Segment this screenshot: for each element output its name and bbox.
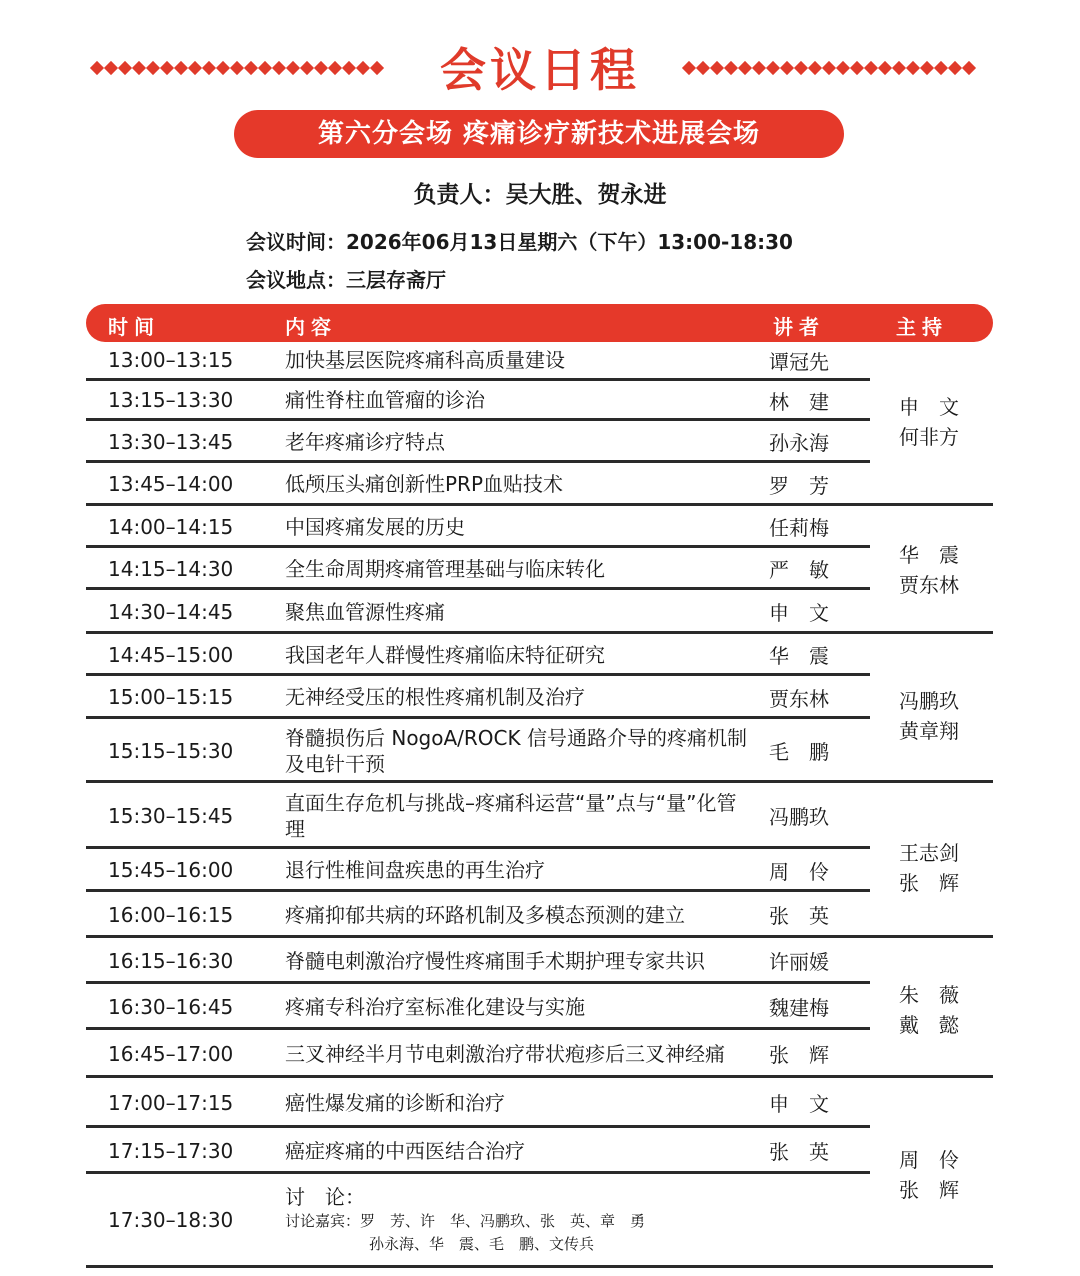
- session-banner: 第六分会场 疼痛诊疗新技术进展会场: [234, 110, 844, 158]
- row-time: 16:45–17:00: [108, 1041, 234, 1066]
- host-name: 王志剑: [899, 841, 959, 865]
- row-time: 17:00–17:15: [108, 1090, 234, 1115]
- row-time: 13:45–14:00: [108, 472, 234, 496]
- table-row: [86, 550, 870, 590]
- row-time: 13:00–13:15: [108, 348, 234, 372]
- host-name: 张 辉: [899, 1178, 959, 1202]
- row-topic: 痛性脊柱血管瘤的诊治: [285, 388, 485, 412]
- row-topic: 三叉神经半月节电刺激治疗带状疱疹后三叉神经痛: [285, 1041, 725, 1066]
- host-name: 张 辉: [899, 871, 959, 895]
- table-row: [86, 894, 870, 938]
- row-topic: 退行性椎间盘疾患的再生治疗: [285, 858, 545, 882]
- row-time: 14:30–14:45: [108, 599, 234, 624]
- table-row: [86, 1032, 870, 1078]
- row-speaker: 许丽媛: [769, 950, 829, 974]
- group-divider: [86, 631, 993, 634]
- row-topic: 低颅压头痛创新性PRP血贴技术: [285, 472, 564, 496]
- row-divider: [86, 846, 870, 849]
- row-topic: 加快基层医院疼痛科高质量建设: [285, 348, 565, 372]
- host-name: 朱 薇: [899, 983, 959, 1007]
- discussion-guests-line1: 讨论嘉宾：罗 芳、许 华、冯鹏玖、张 英、章 勇: [285, 1212, 646, 1230]
- header-speaker: 讲者: [773, 315, 825, 339]
- row-topic: 中国疼痛发展的历史: [285, 514, 465, 539]
- row-speaker: 华 震: [769, 644, 829, 668]
- table-row: [86, 678, 870, 719]
- table-row: [86, 636, 870, 676]
- host-names: [899, 980, 959, 1040]
- host-name: 戴 懿: [899, 1013, 959, 1037]
- row-speaker: 罗 芳: [769, 473, 829, 498]
- row-topic: 聚焦血管源性疼痛: [285, 599, 445, 624]
- row-divider: [86, 460, 870, 463]
- row-topic: 全生命周期疼痛管理基础与临床转化: [285, 556, 605, 581]
- row-time: 14:45–15:00: [108, 642, 234, 667]
- group-divider: [86, 935, 993, 938]
- table-row: [86, 851, 870, 892]
- row-time: 16:30–16:45: [108, 994, 234, 1019]
- host-name: 黄章翔: [899, 719, 959, 743]
- discussion-title: 讨 论：: [285, 1185, 365, 1209]
- host-names: [899, 540, 959, 600]
- row-time: 15:30–15:45: [108, 803, 234, 828]
- table-row: [86, 423, 870, 463]
- row-divider: [86, 981, 870, 984]
- host-names: [899, 838, 959, 898]
- row-topic: 疼痛抑郁共病的环路机制及多模态预测的建立: [285, 902, 685, 927]
- row-time: 17:15–17:30: [108, 1138, 234, 1163]
- row-speaker: 张 辉: [769, 1043, 829, 1067]
- table-row: [86, 940, 870, 984]
- table-row: [86, 508, 870, 548]
- row-divider: [86, 418, 870, 421]
- group-divider: [86, 1075, 993, 1078]
- discussion-guests-line2: 孙永海、华 震、毛 鹏、文传兵: [369, 1235, 595, 1253]
- table-row: [86, 1130, 870, 1174]
- row-divider: [86, 1027, 870, 1030]
- meeting-location: 会议地点：三层存斋厅: [246, 268, 446, 292]
- host-name: 申 文: [899, 395, 959, 419]
- row-speaker: 周 伶: [769, 859, 829, 884]
- table-row: [86, 592, 870, 634]
- row-divider: [86, 673, 870, 676]
- table-row: [86, 785, 870, 849]
- row-speaker: 严 敏: [769, 558, 829, 582]
- row-time: 14:15–14:30: [108, 556, 234, 581]
- row-topic: 癌性爆发痛的诊断和治疗: [285, 1090, 505, 1115]
- table-row: [86, 465, 870, 506]
- row-speaker: 谭冠先: [769, 349, 829, 374]
- host-names: [899, 686, 959, 746]
- row-divider: [86, 378, 870, 381]
- group-divider: [86, 780, 993, 783]
- discussion-row: [86, 1174, 870, 1268]
- row-speaker: 冯鹏玖: [769, 805, 829, 829]
- table-row: [86, 986, 870, 1030]
- row-topic: 脊髓电刺激治疗慢性疼痛围手术期护理专家共识: [285, 948, 705, 973]
- group-divider: [86, 503, 993, 506]
- host-name: 冯鹏玖: [899, 689, 959, 713]
- table-row: [86, 721, 870, 783]
- discussion-content: [285, 1184, 755, 1264]
- row-speaker: 毛 鹏: [769, 740, 829, 764]
- header-content: 内容: [285, 315, 337, 339]
- table-bottom-line: [86, 1265, 993, 1268]
- table-row: [86, 1080, 870, 1128]
- table-row: [86, 382, 870, 421]
- row-speaker: 申 文: [769, 1092, 829, 1116]
- row-time: 15:00–15:15: [108, 685, 234, 709]
- session-leader: 负责人：吴大胜、贺永进: [413, 182, 667, 208]
- row-time: 16:15–16:30: [108, 948, 234, 973]
- row-speaker: 林 建: [769, 389, 829, 414]
- row-topic: 疼痛专科治疗室标准化建设与实施: [285, 994, 585, 1019]
- row-divider: [86, 545, 870, 548]
- row-topic: 直面生存危机与挑战–疼痛科运营“量”点与“量”化管理: [285, 790, 737, 841]
- header-host: 主持: [896, 315, 948, 339]
- table-row: [86, 342, 870, 381]
- row-divider: [86, 716, 870, 719]
- row-speaker: 任莉梅: [769, 516, 829, 540]
- host-name: 华 震: [899, 543, 959, 567]
- host-names: [899, 1145, 959, 1205]
- host-name: 周 伶: [899, 1148, 959, 1172]
- host-name: 贾东林: [899, 573, 959, 597]
- row-topic: 我国老年人群慢性疼痛临床特征研究: [285, 642, 605, 667]
- row-time: 13:15–13:30: [108, 388, 234, 412]
- row-speaker: 张 英: [769, 904, 829, 928]
- host-name: 何非方: [899, 425, 959, 449]
- row-time: 13:30–13:45: [108, 429, 234, 454]
- row-time: 15:15–15:30: [108, 738, 234, 763]
- row-divider: [86, 1125, 870, 1128]
- row-divider: [86, 889, 870, 892]
- page-title: 会议日程: [440, 43, 640, 97]
- row-time: 16:00–16:15: [108, 902, 234, 927]
- row-speaker: 孙永海: [769, 431, 829, 455]
- header-time: 时间: [108, 315, 160, 339]
- row-topic: 脊髓损伤后 NogoA/ROCK 信号通路介导的疼痛机制及电针干预: [285, 725, 747, 776]
- row-speaker: 魏建梅: [769, 996, 829, 1020]
- row-divider: [86, 587, 870, 590]
- row-speaker: 贾东林: [769, 686, 829, 711]
- row-speaker: 申 文: [769, 601, 829, 625]
- row-time: 14:00–14:15: [108, 514, 234, 539]
- discussion-time: 17:30–18:30: [108, 1207, 234, 1232]
- host-names: [899, 392, 959, 452]
- row-topic: 老年疼痛诊疗特点: [285, 429, 445, 454]
- row-topic: 无神经受压的根性疼痛机制及治疗: [285, 685, 585, 709]
- row-time: 15:45–16:00: [108, 858, 234, 882]
- meeting-time: 会议时间：2026年06月13日星期六（下午）13:00-18:30: [246, 230, 793, 254]
- row-speaker: 张 英: [769, 1140, 829, 1164]
- row-topic: 癌症疼痛的中西医结合治疗: [285, 1138, 525, 1163]
